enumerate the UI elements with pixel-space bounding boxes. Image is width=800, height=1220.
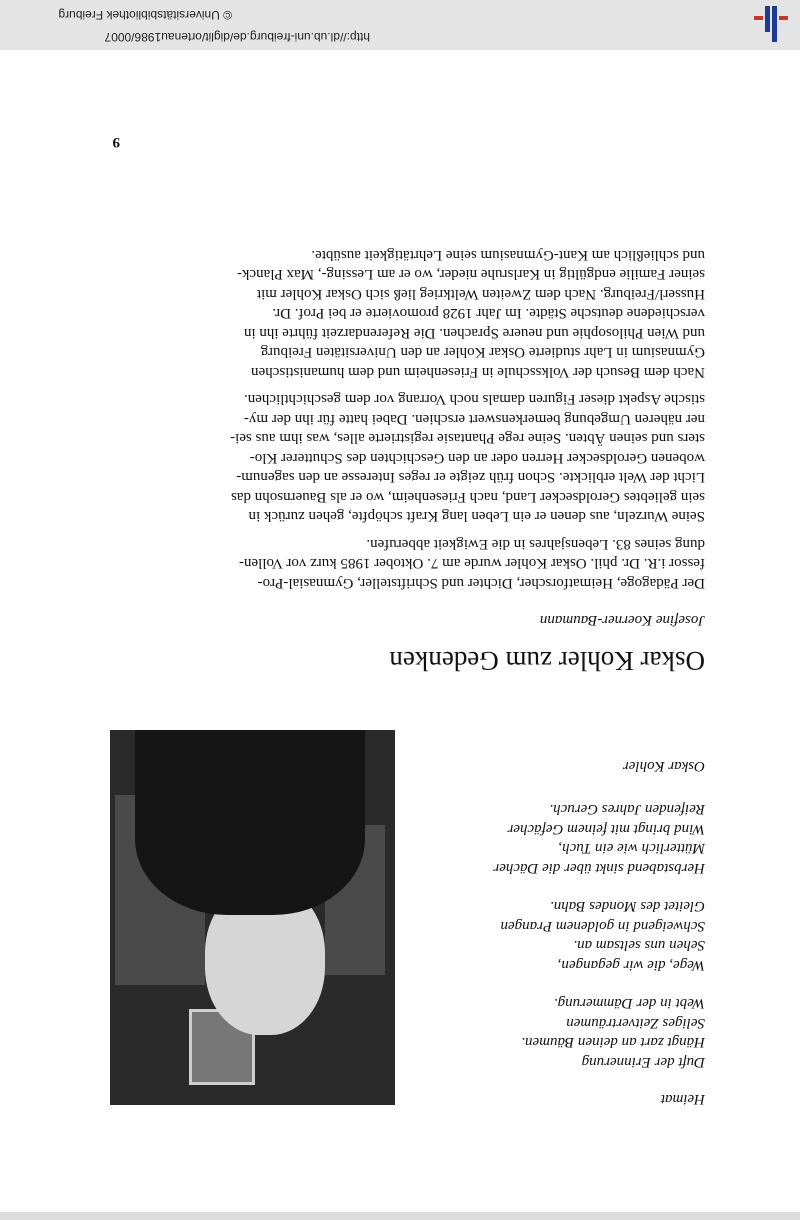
- text-line: Der Pädagoge, Heimatforscher, Dichter und Schriftsteller, Gymnasial-Pro-: [257, 575, 705, 591]
- page-number: 9: [112, 134, 120, 150]
- text-line: Nach dem Besuch der Volksschule in Friesenheim und dem humanistischen: [251, 364, 705, 380]
- portrait-photo: [110, 730, 395, 1105]
- poem-line: Wind bringt mit feinem Gefächer: [507, 820, 705, 837]
- text-line: sein geliebtes Geroldsecker Land, nach Friesenheim, wo er als Bauernsohn das: [230, 489, 705, 505]
- poem-line: Duft der Erinnerung: [581, 1053, 705, 1070]
- text-line: Gymnasium in Lahr studierte Oskar Kohler an den Universitäten Freiburg: [260, 344, 705, 361]
- suit: [135, 730, 365, 915]
- poem-line: Gleitet des Mondes Bahn.: [550, 898, 705, 915]
- copyright-notice: © Universitätsbibliothek Freiburg: [58, 8, 232, 22]
- poem-stanza: [435, 896, 705, 974]
- paragraph: [107, 534, 705, 593]
- poem-line: Schweigend in goldenem Prangen: [500, 917, 705, 934]
- poem-stanza: [435, 799, 705, 877]
- article-heading: Oskar Kohler zum Gedenken: [389, 646, 705, 676]
- poem-line: Mütterlich wie ein Tuch,: [558, 840, 705, 857]
- library-footer: [0, 0, 800, 50]
- university-logo-icon: [750, 4, 792, 46]
- poem-line: Herbstabend sinkt über die Dächer: [493, 859, 705, 876]
- text-line: stische Aspekt dieser Figuren damals noch Vorrang vor dem geschichtlichen.: [243, 391, 705, 408]
- text-line: fessor i.R. Dr. phil. Oskar Kohler wurde am 7. Oktober 1985 kurz vor Vollen-: [238, 555, 705, 572]
- text-line: Husserl/Freiburg. Nach dem Zweiten Weltkrieg ließ sich Oskar Kohler mit: [256, 286, 705, 302]
- poem-author: Oskar Kohler: [622, 757, 705, 774]
- text-line: Seine Wurzeln, aus denen er ein Leben lang Kraft schöpfte, gehen zurück in: [248, 508, 705, 525]
- text-line: und schließlich am Kant-Gymnasium seine Lehrtätigkeit ausübte.: [311, 247, 705, 263]
- text-line: und Wien Philosophie und neuere Sprachen. Die Referendarzeit führte ihn in: [243, 325, 705, 341]
- text-line: wobenen Geroldsecker Herren oder an den Geschichten des Schutterer Klo-: [249, 450, 705, 466]
- text-line: sters und seinen Äbten. Seine rege Phantasie registrierte alles, was ihm aus sei-: [230, 430, 705, 447]
- poem-line: Hängt zart an deinen Bäumen.: [521, 1034, 705, 1051]
- article-body: [107, 237, 705, 593]
- poem-line: Sehen uns seltsam an.: [573, 937, 705, 954]
- paragraph: [107, 245, 705, 382]
- poem-stanza: [435, 993, 705, 1071]
- document-url-link[interactable]: http://dl.ub.uni-freiburg.de/diglit/ortenau1986/0007: [104, 30, 370, 44]
- text-line: verschiedene deutsche Städte. Im Jahr 1928 promovierte er bei Prof. Dr.: [272, 305, 705, 322]
- article-byline: Josefine Koerner-Baumann: [539, 612, 705, 628]
- text-line: Licht der Welt erblickte. Schon früh zeigte er reges Interesse an den sagenum-: [236, 469, 705, 486]
- poem: [435, 756, 705, 1108]
- poem-line: Seliges Zeitverträumen: [566, 1014, 705, 1031]
- scan-edge: [0, 1212, 800, 1220]
- paragraph: [107, 389, 705, 526]
- poem-line: Reifenden Jahres Geruch.: [549, 801, 705, 818]
- text-line: seiner Familie endgültig in Karlsruhe nieder, wo er am Lessing-, Max Planck-: [236, 266, 705, 283]
- text-line: ner näheren Umgebung bemerkenswert erschien. Dabei hatte für ihn der my-: [243, 411, 705, 427]
- text-line: dung seines 83. Lebensjahres in die Ewigkeit abberufen.: [366, 536, 705, 552]
- poem-line: Wege, die wir gegangen,: [557, 956, 705, 973]
- poem-title: Heimat: [660, 1091, 705, 1107]
- poem-line: Webt in der Dämmerung.: [553, 995, 705, 1012]
